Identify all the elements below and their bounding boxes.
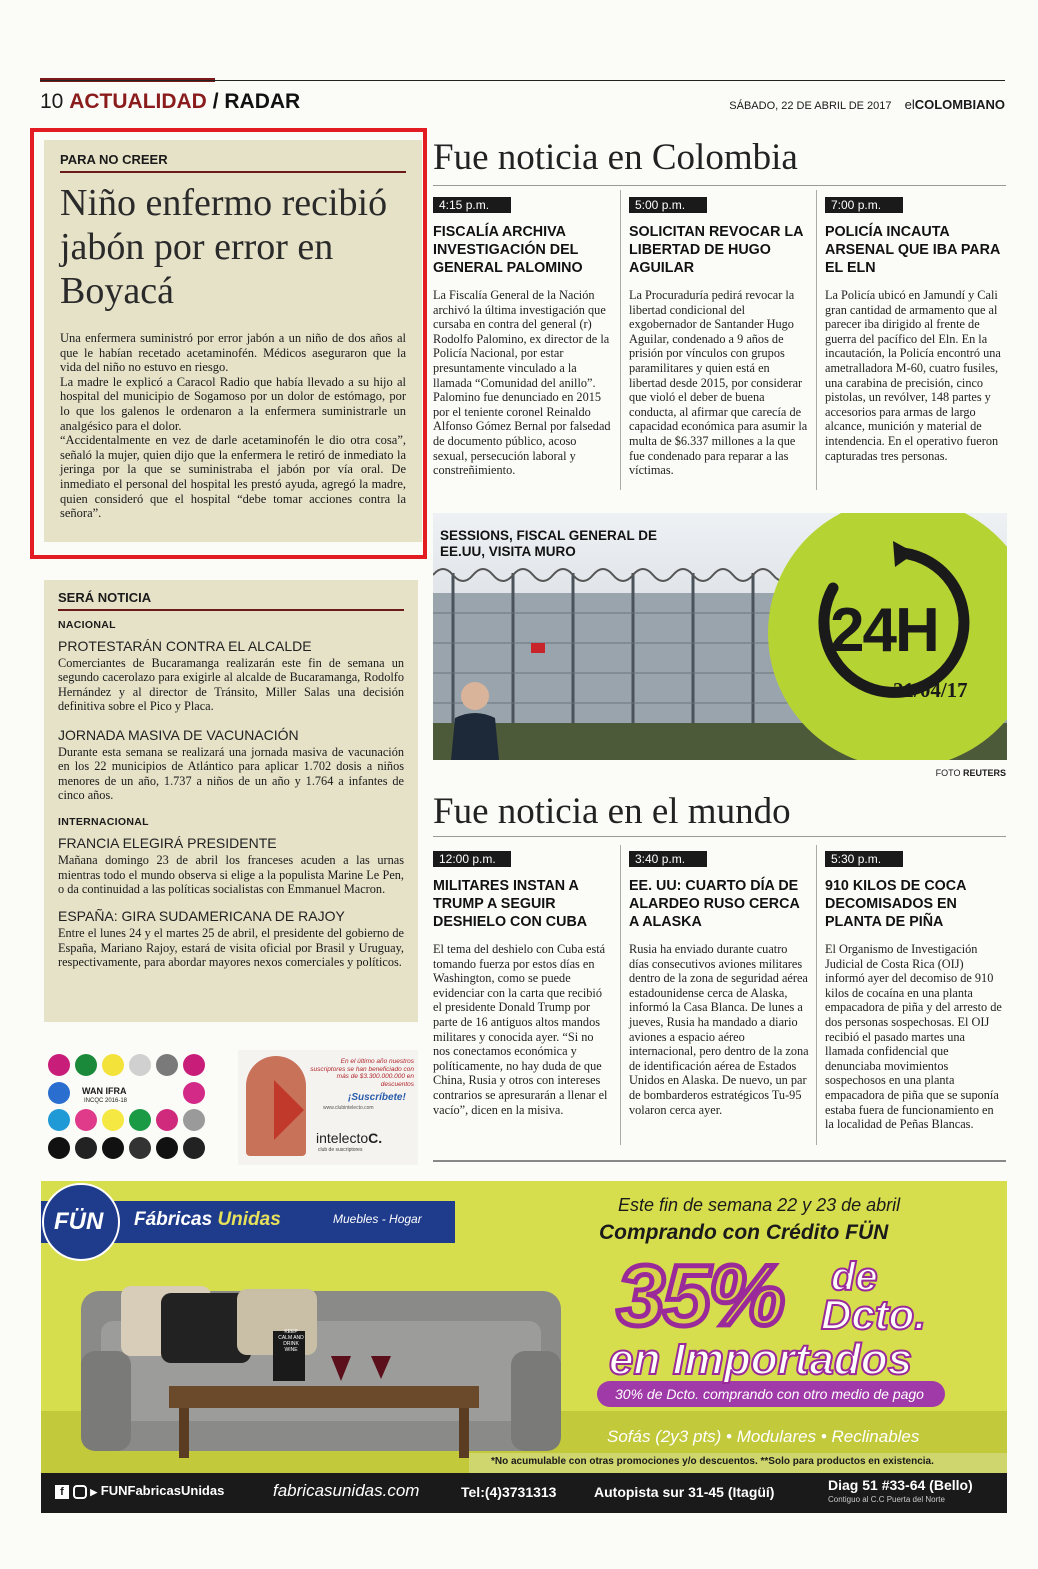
promo-line2: Comprando con Crédito FÜN (599, 1221, 889, 1244)
brief-body: Durante esta semana se realizará una jornada masiva de vacunación en los 22 municipios de Atlántico para aplicar 1.702 dosis a niños menores de un año, 1.737 a niños de un año y 1.764 a infantes de cinco años. (58, 745, 404, 803)
header-right (729, 97, 1005, 112)
brief-body: Mañana domingo 23 de abril los franceses acuden a las urnas mientras todo el mundo observa si elige a la populista Marine Le Pen, o da continuidad a las políticas socialistas con Emmanuel Macron. (58, 853, 404, 896)
promo-disclaimer: *No acumulable con otras promociones y/o descuentos. **Solo para productos en existencia. (491, 1456, 934, 1467)
24h-badge: 24H (830, 596, 938, 665)
time-badge: 4:15 p.m. (433, 197, 511, 213)
instagram-icon[interactable] (73, 1485, 87, 1499)
brief-title: ESPAÑA: GIRA SUDAMERICANA DE RAJOY (58, 908, 345, 925)
intelecto-url[interactable]: www.clubintelecto.com (323, 1105, 374, 1111)
section-rule (433, 185, 1006, 186)
fun-logo: FÜN (54, 1208, 104, 1235)
time-badge: 12:00 p.m. (433, 851, 511, 867)
news-title: SOLICITAN REVOCAR LA LIBERTAD DE HUGO AGUILAR (629, 224, 803, 276)
nacional-label: NACIONAL (58, 619, 116, 631)
intelecto-tagline: club de suscriptores (318, 1147, 363, 1153)
promo-de: de (831, 1255, 878, 1299)
news-body: El tema del deshielo con Cuba está tomando fuerza por estos días en Washington, como se puede evidenciar con la carta que recibió el presidente Donald Trump por parte de 16 antiguos altos mandos militares y conocida ayer. “Si no nos conectamos económica y políticamente, no hay duda de que China, Rusia y otros con intereses contrarios se apresurarán a llenar el vacío”, dicen en la misiva. (433, 942, 608, 1117)
sera-noticia-box (44, 580, 418, 1022)
mundo-item (433, 850, 613, 1117)
color-swatches (44, 1050, 219, 1165)
promo-percent: 35% (617, 1248, 784, 1344)
news-title: MILITARES INSTAN A TRUMP A SEGUIR DESHIELO CON CUBA (433, 878, 588, 930)
facebook-icon[interactable]: f (55, 1485, 69, 1499)
newspaper-brand: elCOLOMBIANO (904, 97, 1005, 112)
colombia-item (629, 196, 809, 478)
photo-caption: SESSIONS, FISCAL GENERAL DE EE.UU, VISITA MURO (440, 528, 658, 559)
fun-social[interactable]: f ▶ FUNFabricasUnidas (55, 1483, 224, 1499)
badge-date: 21/04/17 (893, 678, 968, 702)
section-rule (433, 1160, 1006, 1162)
subsection-name: RADAR (224, 90, 301, 113)
news-title: EE. UU: CUARTO DÍA DE ALARDEO RUSO CERCA A ALASKA (629, 878, 800, 930)
article-paragraph: Una enfermera suministró por error jabón a un niño de dos años al que le habían recetado acetaminofén. Médicos aseguraron que la vida del niño no estuvo en riesgo. (60, 331, 406, 375)
news-title: FISCALÍA ARCHIVA INVESTIGACIÓN DEL GENERAL PALOMINO (433, 224, 583, 276)
news-title: 910 KILOS DE COCA DECOMISADOS EN PLANTA DE PIÑA (825, 878, 966, 930)
news-body: Rusia ha enviado durante cuatro días consecutivos aviones militares dentro de la zona de seguridad aérea estadounidense cerca de Alaska, informó la Casa Blanca. De lunes a jueves, Rusia ha mandado a diario aviones a espacio aéreo internacional, pero dentro de la zona de identificación aérea de Estados Unidos en Alaska. De nuevo, un par de bombarderos estratégicos Tu-95 volaron cerca ayer. (629, 942, 809, 1117)
promo-products: Sofás (2y3 pts) • Modulares • Reclinables (607, 1427, 920, 1446)
fun-sub: Muebles - Hogar (333, 1212, 422, 1226)
page-header (40, 90, 300, 114)
colombia-heading: Fue noticia en Colombia (433, 137, 798, 178)
column-divider (816, 190, 817, 490)
subscribe-link[interactable]: ¡Suscríbete! (348, 1092, 406, 1103)
pillow-text: KEEP CALM AND DRINK WINE (278, 1329, 304, 1353)
brief-body: Comerciantes de Bucaramanga realizarán este fin de semana un segundo cacerolazo para exigirle al alcalde de Bucaramanga, Rodolfo Hernández y al director de Tránsito, Miller Salas una decisión definitiva sobre el Pico y Placa. (58, 656, 404, 713)
arrow-icon (274, 1080, 304, 1140)
intelecto-ad (238, 1050, 418, 1165)
selection-highlight (30, 128, 427, 559)
promo-importados: en Importados (609, 1335, 913, 1384)
time-badge: 7:00 p.m. (825, 197, 903, 213)
colombia-item (825, 196, 1005, 463)
brief-title: FRANCIA ELEGIRÁ PRESIDENTE (58, 835, 277, 852)
brief-title: PROTESTARÁN CONTRA EL ALCALDE (58, 638, 312, 654)
photo-credit: FOTO REUTERS (935, 768, 1006, 778)
time-badge: 5:30 p.m. (825, 851, 903, 867)
fun-address-1: Autopista sur 31-45 (Itagüí) (594, 1484, 775, 1500)
news-body: La Policía ubicó en Jamundí y Cali gran cantidad de armamento que al parecer iba dirigido al frente de guerra del pacífico del Eln. En la incautación, la Policía encontró una ametralladora M-60, cuatro fusiles, una carabina de precisión, cinco pistolas, un revólver, 148 partes y accesorios para armas de largo alcance, munición y material de intendencia. En el operativo fueron capturadas tres personas. (825, 288, 1001, 463)
page-number: 10 (40, 90, 64, 113)
issue-date: SÁBADO, 22 DE ABRIL DE 2017 (729, 100, 892, 112)
column-divider (620, 845, 621, 1145)
header-rule (40, 80, 1005, 81)
article-paragraph: “Accidentalmente en vez de darle acetaminofén le dio otra cosa”, señaló la mujer, quien dijo que la enfermera le retiró de inmediato la jeringa por la que se suministraba el jabón por vía oral. De inmediato el personal del hospital les prestó ayuda, agregó la madre, quien consideró que el hospital “debe tomar acciones contra la señora”. (60, 433, 406, 521)
news-title: POLICÍA INCAUTA ARSENAL QUE IBA PARA EL ELN (825, 224, 1000, 276)
wan-ifra-logo: WAN IFRA (82, 1086, 127, 1096)
promo-line1: Este fin de semana 22 y 23 de abril (618, 1195, 901, 1215)
column-divider (620, 190, 621, 490)
sera-noticia-kicker: SERÁ NOTICIA (58, 590, 404, 611)
para-no-creer-title: Niño enfermo recibió jabón por error en Boyacá (60, 182, 388, 312)
section-name: ACTUALIDAD (69, 90, 207, 113)
fun-website[interactable]: fabricasunidas.com (273, 1481, 420, 1500)
news-body: El Organismo de Investigación Judicial de Costa Rica (OIJ) informó ayer del decomiso de 910 kilos de cocaína en una planta empacadora de piña y del arresto de dos personas sospechosas. El OIJ recibió el pasado martes una llamada confidencial que denunciaba movimientos sospechosos en una planta empacadora de piña que se suponía estaba fuera de funcionamiento en la localidad de Peñas Blancas. (825, 942, 1002, 1132)
mundo-heading: Fue noticia en el mundo (433, 791, 791, 832)
header-separator: / (212, 90, 219, 113)
time-badge: 3:40 p.m. (629, 851, 707, 867)
mundo-item (629, 850, 809, 1117)
section-rule (433, 836, 1006, 837)
brief-body: Entre el lunes 24 y el martes 25 de abril, el presidente del gobierno de España, Mariano Rajoy, estará de visita oficial por Brasil y Uruguay, respectivamente, para abordar mayores nexos comerciales y políticos. (58, 926, 404, 969)
column-divider (816, 845, 817, 1145)
news-body: La Procuraduría pedirá revocar la libertad condicional del exgobernador de Santander Hugo Aguilar, condenado a 9 años de prisión por vínculos con grupos paramilitares y quien está en libertad desde 2015, por considerar que violó el deber de buena conducta, al afirmar que carecía de capacidad económica para asumir la multa de $6.337 millones a la que fue condenado para reparar a las víctimas. (629, 288, 808, 478)
colombia-item (433, 196, 613, 478)
promo-alt: 30% de Dcto. comprando con otro medio de pago (615, 1386, 924, 1402)
article-paragraph: La madre le explicó a Caracol Radio que había llevado a su hijo al hospital del municipio de Sogamoso por un dolor de estómago, por lo que los galenos le ordenaron a la enfermera suministrarle un analgésico para el dolor. (60, 374, 406, 433)
brief-title: JORNADA MASIVA DE VACUNACIÓN (58, 727, 299, 744)
time-badge: 5:00 p.m. (629, 197, 707, 213)
internacional-label: INTERNACIONAL (58, 816, 149, 829)
intelecto-logo: intelectoC. (316, 1130, 383, 1146)
para-no-creer-kicker: PARA NO CREER (60, 152, 406, 173)
news-body: La Fiscalía General de la Nación archivó la última investigación que cursaba en contra del general (r) Rodolfo Palomino, ex director de la Policía Nacional, por estar presuntamente vinculado a la llamada “Comunidad del anillo”. Palomino fue denunciado en 2015 por el teniente coronel Reinaldo Alfonso Gómez Bernal por falsedad de documento público, acoso sexual, persecución laboral y constreñimiento. (433, 288, 611, 478)
fun-name: Fábricas Unidas (134, 1209, 281, 1230)
youtube-icon[interactable]: ▶ (90, 1487, 98, 1497)
mundo-item (825, 850, 1005, 1132)
wan-ifra-sub: INCQC 2016-18 (84, 1098, 128, 1104)
fun-address-2: Diag 51 #33-64 (Bello) (828, 1477, 973, 1493)
intelecto-promo: En el último año nuestros suscriptores se han beneficiado con más de $3.300.000.000 en descuentos (310, 1058, 414, 1088)
fun-address-2-sub: Contiguo al C.C Puerta del Norte (828, 1495, 945, 1504)
wan-ifra-color-chart (44, 1050, 219, 1165)
fun-phone: Tel:(4)3731313 (461, 1484, 557, 1500)
fun-advertisement (41, 1181, 1007, 1513)
promo-dcto: Dcto. (821, 1291, 926, 1338)
